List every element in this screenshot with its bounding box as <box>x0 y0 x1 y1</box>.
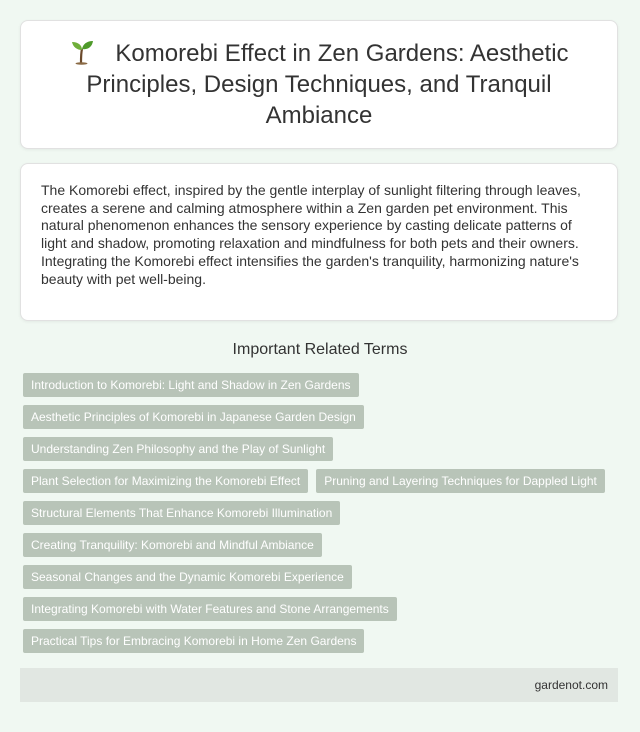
term-row <box>23 469 619 493</box>
related-term-tag[interactable]: Pruning and Layering Techniques for Dappled Light <box>316 469 605 493</box>
related-term-tag[interactable]: Practical Tips for Embracing Komorebi in Home Zen Gardens <box>23 629 364 653</box>
related-term-tag[interactable]: Introduction to Komorebi: Light and Shadow in Zen Gardens <box>23 373 359 397</box>
term-row <box>23 437 619 461</box>
page-title-text: Komorebi Effect in Zen Gardens: Aesthetic Principles, Design Techniques, and Tranquil Ambiance <box>86 40 569 129</box>
term-row <box>23 565 619 589</box>
footer-site-link[interactable]: gardenot.com <box>534 678 608 692</box>
page-title <box>45 38 593 131</box>
related-terms-heading: Important Related Terms <box>232 341 408 358</box>
term-row <box>23 629 619 653</box>
seedling-icon <box>69 39 95 65</box>
related-term-tag[interactable]: Creating Tranquility: Komorebi and Mindful Ambiance <box>23 533 322 557</box>
related-term-tag[interactable]: Aesthetic Principles of Komorebi in Japanese Garden Design <box>23 405 364 429</box>
footer <box>20 668 618 702</box>
intro-card <box>20 163 618 321</box>
related-term-tag[interactable]: Integrating Komorebi with Water Features and Stone Arrangements <box>23 597 397 621</box>
intro-paragraph: The Komorebi effect, inspired by the gentle interplay of sunlight filtering through leaves, creates a serene and calming atmosphere within a Zen garden pet environment. This natural phenomenon enhances the sensory experience by casting delicate patterns of light and shadow, promoting relaxation and mindfulness for both pets and their owners. Integrating the Komorebi effect intensifies the garden's tranquility, harmonizing nature's beauty with pet well-being. <box>41 182 581 287</box>
term-row <box>23 597 619 621</box>
related-term-tag[interactable]: Structural Elements That Enhance Komorebi Illumination <box>23 501 340 525</box>
term-row <box>23 501 619 525</box>
term-row <box>23 405 619 429</box>
term-row <box>23 373 619 397</box>
related-term-tag[interactable]: Seasonal Changes and the Dynamic Komorebi Experience <box>23 565 352 589</box>
related-term-tag[interactable]: Understanding Zen Philosophy and the Play of Sunlight <box>23 437 333 461</box>
related-term-tag[interactable]: Plant Selection for Maximizing the Komorebi Effect <box>23 469 308 493</box>
title-card <box>20 20 618 149</box>
term-row <box>23 533 619 557</box>
related-terms-list <box>23 373 619 661</box>
